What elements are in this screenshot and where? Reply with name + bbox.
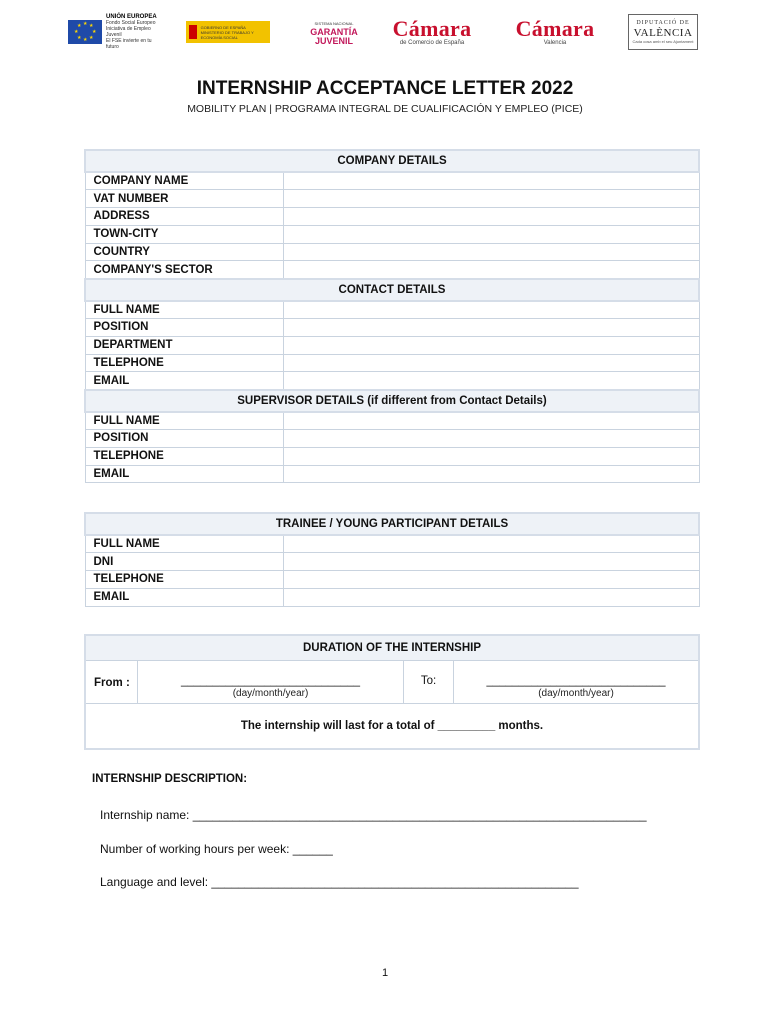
field-input[interactable] [283, 465, 699, 483]
field-label: FULL NAME [85, 412, 283, 430]
page-number: 1 [381, 967, 389, 979]
diputacio-valencia-logo: DIPUTACIÓ DE VALÈNCIA Cada cosa amb el seu Ajuntament [628, 14, 698, 50]
field-input[interactable] [283, 430, 699, 448]
field-label: COMPANY'S SECTOR [85, 261, 283, 279]
language-level-field[interactable]: Language and level: _______________________________________________________ [100, 875, 579, 889]
field-input[interactable] [283, 535, 699, 553]
form-row [85, 301, 699, 319]
page-title: INTERNSHIP ACCEPTANCE LETTER 2022 [196, 78, 574, 99]
field-input[interactable] [283, 553, 699, 571]
form-row [85, 354, 699, 372]
duration-section [84, 634, 700, 750]
form-row [85, 535, 699, 553]
form-row [85, 190, 699, 208]
trainee-section-heading: TRAINEE / YOUNG PARTICIPANT DETAILS [85, 513, 699, 535]
field-input[interactable] [283, 243, 699, 261]
from-label: From : [86, 661, 138, 703]
form-row [85, 225, 699, 243]
field-input[interactable] [283, 447, 699, 465]
form-row [85, 465, 699, 483]
field-input[interactable] [283, 190, 699, 208]
form-row [85, 430, 699, 448]
field-input[interactable] [283, 336, 699, 354]
supervisor-section-heading: SUPERVISOR DETAILS (if different from Contact Details) [85, 390, 699, 412]
header-logos [64, 14, 704, 54]
field-label: TELEPHONE [85, 447, 283, 465]
field-input[interactable] [283, 172, 699, 190]
company-section-heading: COMPANY DETAILS [85, 150, 699, 172]
form-row [85, 447, 699, 465]
field-label: EMAIL [85, 588, 283, 606]
field-input[interactable] [283, 571, 699, 589]
coat-of-arms-icon [189, 25, 197, 39]
internship-description-heading: INTERNSHIP DESCRIPTION: [92, 773, 248, 785]
camara-valencia-logo: Cámara Valencia [515, 15, 595, 46]
field-label: TELEPHONE [85, 571, 283, 589]
duration-heading: DURATION OF THE INTERNSHIP [86, 636, 698, 661]
page-subtitle: MOBILITY PLAN | PROGRAMA INTEGRAL DE CUALIFICACIÓN Y EMPLEO (PICE) [187, 103, 583, 115]
field-label: POSITION [85, 430, 283, 448]
field-input[interactable] [283, 261, 699, 279]
eu-flag-icon: ★ ★ ★ ★ ★ ★ ★ ★ [68, 20, 102, 44]
from-date-hint: (day/month/year) [232, 688, 309, 699]
field-input[interactable] [283, 354, 699, 372]
field-label: ADDRESS [85, 208, 283, 226]
camara-espana-logo: Cámara de Comercio de España [392, 15, 472, 46]
field-label: POSITION [85, 319, 283, 337]
field-label: COMPANY NAME [85, 172, 283, 190]
form-row [85, 319, 699, 337]
field-label: COUNTRY [85, 243, 283, 261]
eu-logo: ★ ★ ★ ★ ★ ★ ★ ★ UNIÓN EUROPEA Fondo Social Europeo Iniciativa de Empleo Juvenil El FSE invierte en tu futuro [68, 14, 162, 50]
field-input[interactable] [283, 225, 699, 243]
field-label: FULL NAME [85, 301, 283, 319]
form-row [85, 571, 699, 589]
form-row [85, 208, 699, 226]
field-label: FULL NAME [85, 535, 283, 553]
form-row [85, 243, 699, 261]
field-input[interactable] [283, 208, 699, 226]
from-date-field[interactable]: ____________________________ (day/month/year) [138, 661, 404, 703]
working-hours-field[interactable]: Number of working hours per week: ______ [100, 842, 333, 856]
field-input[interactable] [283, 412, 699, 430]
to-date-field[interactable]: ____________________________ (day/month/year) [454, 661, 698, 703]
field-input[interactable] [283, 588, 699, 606]
garantia-juvenil-logo: SISTEMA NACIONAL GARANTÍA JUVENIL [310, 20, 358, 46]
internship-name-field[interactable]: Internship name: ____________________________________________________________________ [100, 808, 647, 822]
form-row [85, 336, 699, 354]
field-label: VAT NUMBER [85, 190, 283, 208]
gobierno-logo: GOBIERNO DE ESPAÑA MINISTERIO DE TRABAJO Y ECONOMÍA SOCIAL [186, 14, 270, 50]
field-label: EMAIL [85, 465, 283, 483]
field-label: DNI [85, 553, 283, 571]
duration-total[interactable]: The internship will last for a total of _________ months. [240, 720, 544, 732]
field-input[interactable] [283, 319, 699, 337]
company-contact-table [84, 149, 700, 483]
field-label: TOWN-CITY [85, 225, 283, 243]
field-label: TELEPHONE [85, 354, 283, 372]
contact-section-heading: CONTACT DETAILS [85, 279, 699, 301]
form-row [85, 553, 699, 571]
form-row [85, 372, 699, 390]
to-date-hint: (day/month/year) [538, 688, 614, 699]
field-label: EMAIL [85, 372, 283, 390]
form-row [85, 172, 699, 190]
to-label: To: [404, 661, 454, 703]
form-row [85, 412, 699, 430]
field-input[interactable] [283, 372, 699, 390]
form-row [85, 261, 699, 279]
trainee-table [84, 512, 700, 607]
field-label: DEPARTMENT [85, 336, 283, 354]
eu-title: UNIÓN EUROPEA [106, 14, 157, 20]
form-row [85, 588, 699, 606]
field-input[interactable] [283, 301, 699, 319]
